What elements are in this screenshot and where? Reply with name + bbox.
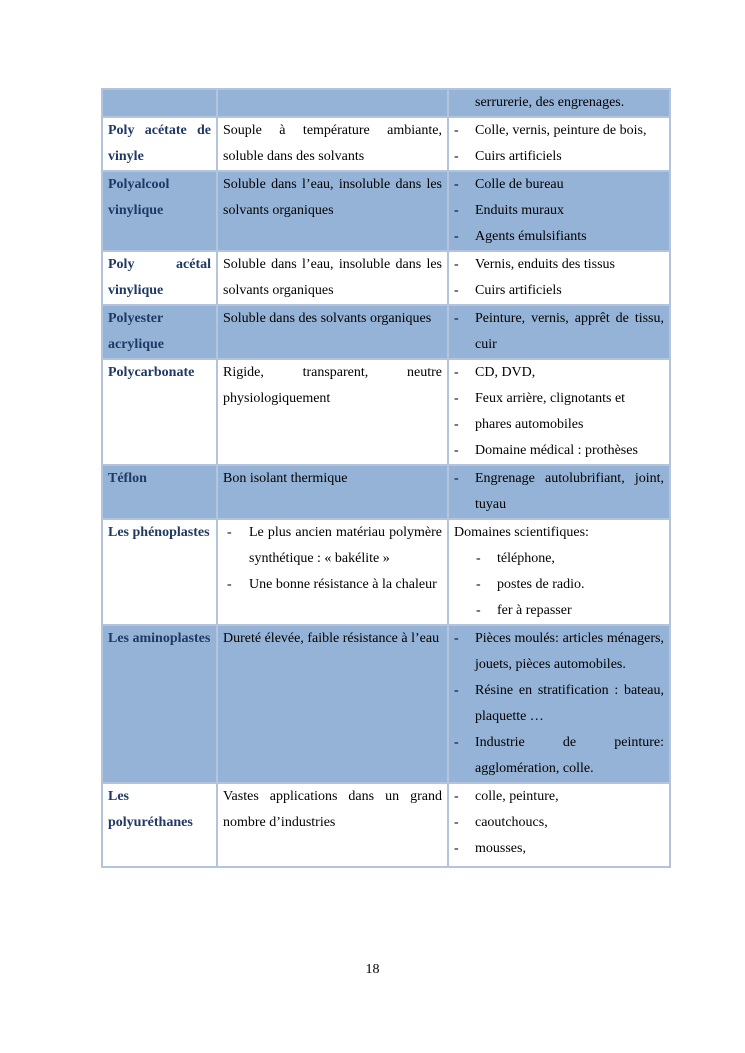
property-cell [217, 305, 448, 359]
property-text: Soluble dans l’eau, insoluble dans les solvants organiques [223, 257, 442, 298]
uses-item: - Pièces moulés: articles ménagers, jouets, pièces automobiles. [454, 626, 664, 678]
uses-cell [448, 89, 670, 117]
polymer-name: Polycarbonate [108, 365, 195, 380]
uses-item: serrurerie, des engrenages. [475, 95, 625, 110]
property-text: Vastes applications dans un grand nombre d’industries [223, 789, 442, 830]
uses-item: - Engrenage autolubrifiant, joint, tuyau [454, 466, 664, 518]
uses-item: - Colle de bureau [454, 172, 664, 198]
page-number: 18 [365, 962, 380, 977]
table-row [102, 251, 670, 305]
polymer-name: Les aminoplastes [108, 631, 211, 646]
uses-item: - Cuirs artificiels [454, 144, 664, 170]
property-text: Soluble dans des solvants organiques [223, 311, 432, 326]
uses-item: - Industrie de peinture: agglomération, colle. [454, 730, 664, 782]
uses-item: - Cuirs artificiels [454, 278, 664, 304]
uses-item: - fer à repasser [476, 598, 664, 624]
polymer-name: Les phénoplastes [108, 525, 210, 540]
property-cell [217, 171, 448, 251]
table-row [102, 359, 670, 465]
property-cell [217, 783, 448, 867]
uses-item: - phares automobiles [454, 412, 664, 438]
property-cell [217, 359, 448, 465]
uses-item: - Feux arrière, clignotants et [454, 386, 664, 412]
property-text: Rigide, transparent, neutre physiologiquement [223, 365, 442, 406]
uses-item: - postes de radio. [476, 572, 664, 598]
property-text: Bon isolant thermique [223, 471, 348, 486]
uses-cell [448, 171, 670, 251]
polymer-name-cell [102, 359, 217, 465]
uses-item: - CD, DVD, [454, 360, 664, 386]
table-row [102, 171, 670, 251]
uses-cell [448, 251, 670, 305]
uses-item: - Résine en stratification : bateau, plaquette … [454, 678, 664, 730]
uses-item: - caoutchoucs, [454, 810, 664, 836]
property-cell [217, 251, 448, 305]
property-item: - Le plus ancien matériau polymère synthétique : « bakélite » [223, 520, 442, 572]
property-text: Dureté élevée, faible résistance à l’eau [223, 631, 440, 646]
uses-item: - Peinture, vernis, apprêt de tissu, cuir [454, 306, 664, 358]
property-cell [217, 465, 448, 519]
polymer-name: Poly acétate de vinyle [108, 123, 211, 164]
uses-item: - Domaine médical : prothèses [454, 438, 664, 464]
table-row [102, 625, 670, 783]
polymer-name-cell [102, 251, 217, 305]
table-row [102, 117, 670, 171]
polymer-name-cell [102, 89, 217, 117]
table-row [102, 305, 670, 359]
uses-item: - Agents émulsifiants [454, 224, 664, 250]
property-text: Soluble dans l’eau, insoluble dans les solvants organiques [223, 177, 442, 218]
uses-cell [448, 625, 670, 783]
table-row [102, 519, 670, 625]
polymer-name-cell [102, 625, 217, 783]
polymer-name: Les polyuréthanes [108, 789, 193, 830]
table-row [102, 465, 670, 519]
polymer-name-cell [102, 519, 217, 625]
property-item: - Une bonne résistance à la chaleur [223, 572, 442, 598]
polymer-name-cell [102, 305, 217, 359]
polymer-name-cell [102, 171, 217, 251]
uses-cell [448, 359, 670, 465]
uses-cell [448, 519, 670, 625]
property-cell [217, 117, 448, 171]
polymer-name-cell [102, 465, 217, 519]
uses-cell [448, 305, 670, 359]
property-cell [217, 89, 448, 117]
uses-item: - mousses, [454, 836, 664, 862]
property-text: Souple à température ambiante, soluble dans des solvants [223, 123, 442, 164]
uses-item: - colle, peinture, [454, 784, 664, 810]
table-row [102, 89, 670, 117]
uses-item: - Enduits muraux [454, 198, 664, 224]
uses-title: Domaines scientifiques: [454, 525, 589, 540]
polymer-name-cell [102, 117, 217, 171]
property-cell [217, 625, 448, 783]
polymer-name: Polyalcool vinylique [108, 177, 170, 218]
uses-item: - téléphone, [476, 546, 664, 572]
polymer-name-cell [102, 783, 217, 867]
uses-cell [448, 783, 670, 867]
polymer-name: Poly acétal vinylique [108, 257, 211, 298]
table-row [102, 783, 670, 867]
polymer-name: Téflon [108, 471, 147, 486]
polymers-table [101, 88, 671, 868]
property-cell [217, 519, 448, 625]
polymer-name: Polyester acrylique [108, 311, 164, 352]
uses-cell [448, 465, 670, 519]
uses-item: - Vernis, enduits des tissus [454, 252, 664, 278]
uses-item: - Colle, vernis, peinture de bois, [454, 118, 664, 144]
uses-cell [448, 117, 670, 171]
